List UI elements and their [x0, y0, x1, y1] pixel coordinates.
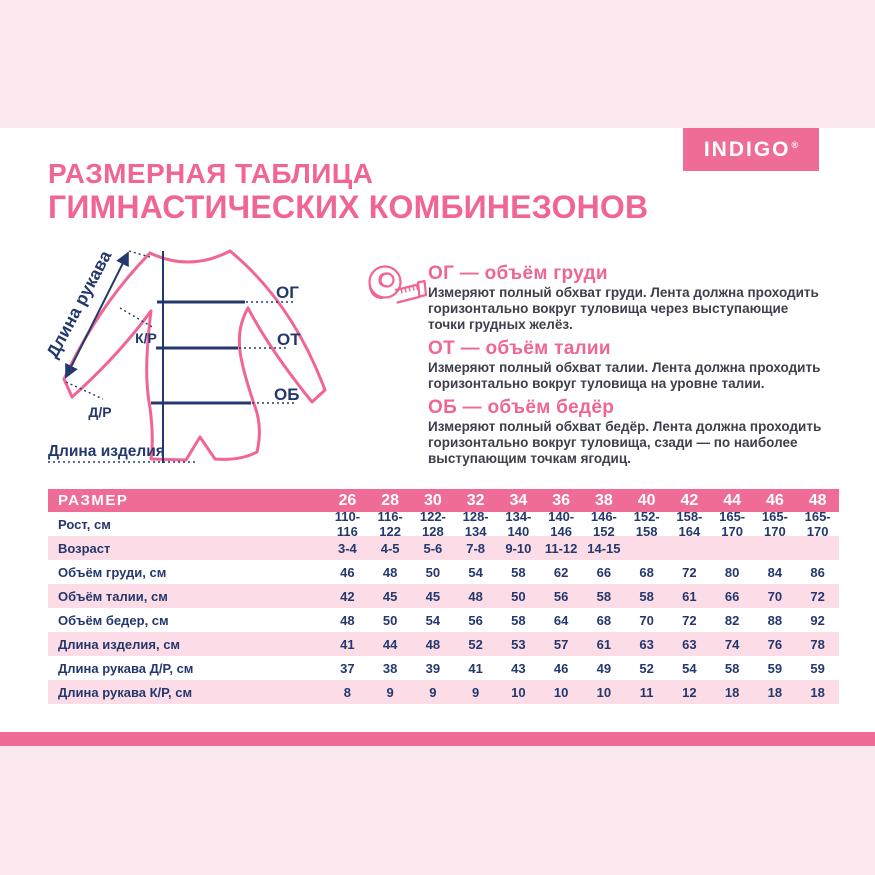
table-cell: 44 [382, 636, 398, 652]
size-column-header: 30 [423, 491, 442, 509]
table-cell: 18 [767, 684, 783, 700]
table-cell: 54 [425, 612, 441, 628]
size-column-header: 26 [338, 491, 357, 509]
table-cell: 10 [596, 684, 612, 700]
table-cell: 110-116 [334, 509, 361, 539]
table-cell: 49 [596, 660, 612, 676]
table-cell: 84 [767, 564, 783, 580]
table-cell: 58 [596, 588, 612, 604]
sleeve-length-label: Длина рукава [42, 247, 116, 362]
table-cell: 54 [682, 660, 697, 676]
table-cell: 50 [425, 564, 441, 580]
table-cell: 63 [639, 636, 654, 652]
table-cell: 80 [724, 564, 740, 580]
page-title-line2: ГИМНАСТИЧЕСКИХ КОМБИНЕЗОНОВ [48, 189, 649, 225]
table-cell: 72 [682, 564, 697, 580]
measure-description: Измеряют полный обхват бедёр. Лента должна проходить горизонтально вокруг туловища, сзади — по наиболее выступающим точкам ягодиц. [428, 419, 822, 466]
table-cell: 56 [553, 588, 569, 604]
long-sleeve-label: Д/Р [88, 404, 112, 420]
product-length-label: Длина изделия [48, 443, 165, 460]
row-label: Длина рукава К/Р, см [58, 684, 193, 700]
size-column-header: 34 [509, 491, 528, 509]
row-label: Длина изделия, см [58, 636, 181, 652]
table-cell: 59 [810, 660, 825, 676]
table-cell: 74 [724, 636, 740, 652]
table-row [48, 656, 839, 680]
table-cell: 54 [468, 564, 483, 580]
table-cell: 48 [382, 564, 398, 580]
table-cell: 12 [682, 684, 697, 700]
table-cell: 46 [340, 564, 355, 580]
table-cell: 41 [340, 636, 355, 652]
table-cell: 165-170 [804, 509, 831, 539]
table-cell: 45 [382, 588, 398, 604]
measure-section-hip [428, 398, 826, 467]
table-cell: 66 [596, 564, 612, 580]
table-cell: 56 [468, 612, 483, 628]
table-cell: 46 [553, 660, 569, 676]
table-cell: 52 [468, 636, 483, 652]
table-cell: 122-128 [419, 509, 446, 539]
chest-line-label: ОГ [276, 283, 299, 302]
table-cell: 82 [724, 612, 740, 628]
table-cell: 9 [429, 684, 437, 700]
table-cell: 58 [511, 612, 526, 628]
hip-line-label: ОБ [274, 385, 300, 404]
table-cell: 18 [724, 684, 740, 700]
measure-heading: ОГ — объём груди [428, 263, 608, 284]
measure-description: Измеряют полный обхват груди. Лента должна проходить горизонтально вокруг туловища через выступающие точки грудных желёз. [428, 285, 819, 332]
table-cell: 10 [511, 684, 526, 700]
size-column-header: 28 [381, 491, 400, 509]
measure-description: Измеряют полный обхват талии. Лента должна проходить горизонтально вокруг туловища на уровне талии. [428, 360, 821, 391]
row-label: Возраст [58, 540, 111, 556]
table-cell: 39 [425, 660, 441, 676]
page-title-line1: РАЗМЕРНАЯ ТАБЛИЦА [48, 158, 374, 189]
measurement-descriptions [428, 264, 826, 473]
table-cell: 165-170 [761, 509, 788, 539]
table-cell: 158-164 [676, 509, 703, 539]
table-cell: 37 [340, 660, 355, 676]
table-cell: 9-10 [505, 540, 532, 556]
table-cell: 58 [639, 588, 654, 604]
row-label: Длина рукава Д/Р, см [58, 660, 194, 676]
table-row [48, 584, 839, 608]
table-cell: 70 [767, 588, 783, 604]
table-cell: 61 [682, 588, 697, 604]
short-sleeve-label: К/Р [135, 330, 157, 346]
size-column-header: 40 [637, 491, 656, 509]
table-cell: 11-12 [544, 540, 578, 556]
table-row [48, 509, 839, 539]
table-cell: 8 [343, 684, 351, 700]
table-cell: 18 [810, 684, 825, 700]
table-cell: 52 [639, 660, 654, 676]
table-cell: 146-152 [590, 509, 617, 539]
table-cell: 76 [767, 636, 783, 652]
measure-heading: ОТ — объём талии [428, 338, 611, 359]
measure-section-waist [428, 339, 826, 392]
table-cell: 62 [553, 564, 569, 580]
row-label: Рост, см [58, 516, 111, 532]
table-cell: 3-4 [337, 540, 357, 556]
table-cell: 165-170 [719, 509, 746, 539]
table-cell: 64 [553, 612, 569, 628]
size-column-header: 36 [552, 491, 571, 509]
table-cell: 42 [340, 588, 355, 604]
size-column-header: 32 [466, 491, 485, 509]
row-label: Объём талии, см [58, 588, 168, 604]
size-table-header-label: РАЗМЕР [58, 492, 129, 509]
size-column-header: 42 [680, 491, 699, 509]
table-cell: 48 [340, 612, 355, 628]
row-label: Объём бедер, см [58, 612, 169, 628]
table-cell: 9 [472, 684, 480, 700]
table-cell: 140-146 [548, 509, 575, 539]
table-cell: 48 [468, 588, 483, 604]
table-cell: 50 [511, 588, 526, 604]
table-cell: 68 [639, 564, 654, 580]
size-table [48, 489, 839, 704]
table-cell: 7-8 [466, 540, 486, 556]
table-row [48, 680, 839, 704]
measure-section-chest [428, 264, 826, 333]
indigo-logo [683, 128, 819, 171]
table-cell: 59 [767, 660, 783, 676]
table-cell: 134-140 [505, 509, 532, 539]
size-column-header: 46 [765, 491, 784, 509]
page-title [48, 158, 648, 225]
table-cell: 53 [511, 636, 526, 652]
table-cell: 10 [553, 684, 569, 700]
table-cell: 61 [596, 636, 612, 652]
table-cell: 128-134 [462, 509, 489, 539]
table-cell: 116-122 [377, 509, 403, 539]
size-column-header: 38 [594, 491, 613, 509]
table-cell: 63 [682, 636, 697, 652]
table-row [48, 536, 839, 560]
measure-heading: ОБ — объём бедёр [428, 397, 615, 418]
waist-line-label: ОТ [277, 330, 301, 349]
bottom-accent-stripe [0, 732, 875, 746]
table-row [48, 608, 839, 632]
table-cell: 92 [810, 612, 825, 628]
table-cell: 58 [511, 564, 526, 580]
table-cell: 4-5 [380, 540, 400, 556]
table-cell: 86 [810, 564, 825, 580]
table-row [48, 632, 839, 656]
table-cell: 72 [682, 612, 697, 628]
table-cell: 41 [468, 660, 483, 676]
size-column-header: 48 [808, 491, 827, 509]
registered-mark: ® [791, 139, 799, 150]
table-cell: 57 [553, 636, 569, 652]
table-cell: 45 [425, 588, 441, 604]
logo-text: INDIGO [703, 137, 791, 161]
table-cell: 58 [724, 660, 740, 676]
table-row [48, 560, 839, 584]
table-cell: 66 [724, 588, 740, 604]
table-cell: 38 [382, 660, 398, 676]
table-cell: 68 [596, 612, 612, 628]
table-cell: 9 [386, 684, 394, 700]
table-cell: 50 [382, 612, 398, 628]
table-cell: 48 [425, 636, 441, 652]
table-cell: 152-158 [633, 509, 660, 539]
row-label: Объём груди, см [58, 564, 167, 580]
table-cell: 11 [639, 684, 654, 700]
table-cell: 14-15 [587, 540, 621, 556]
table-cell: 43 [511, 660, 526, 676]
table-cell: 78 [810, 636, 825, 652]
table-cell: 88 [767, 612, 783, 628]
size-table-body [48, 509, 839, 704]
table-cell: 70 [639, 612, 654, 628]
table-cell: 72 [810, 588, 825, 604]
table-cell: 5-6 [423, 540, 443, 556]
size-column-header: 44 [723, 491, 742, 509]
